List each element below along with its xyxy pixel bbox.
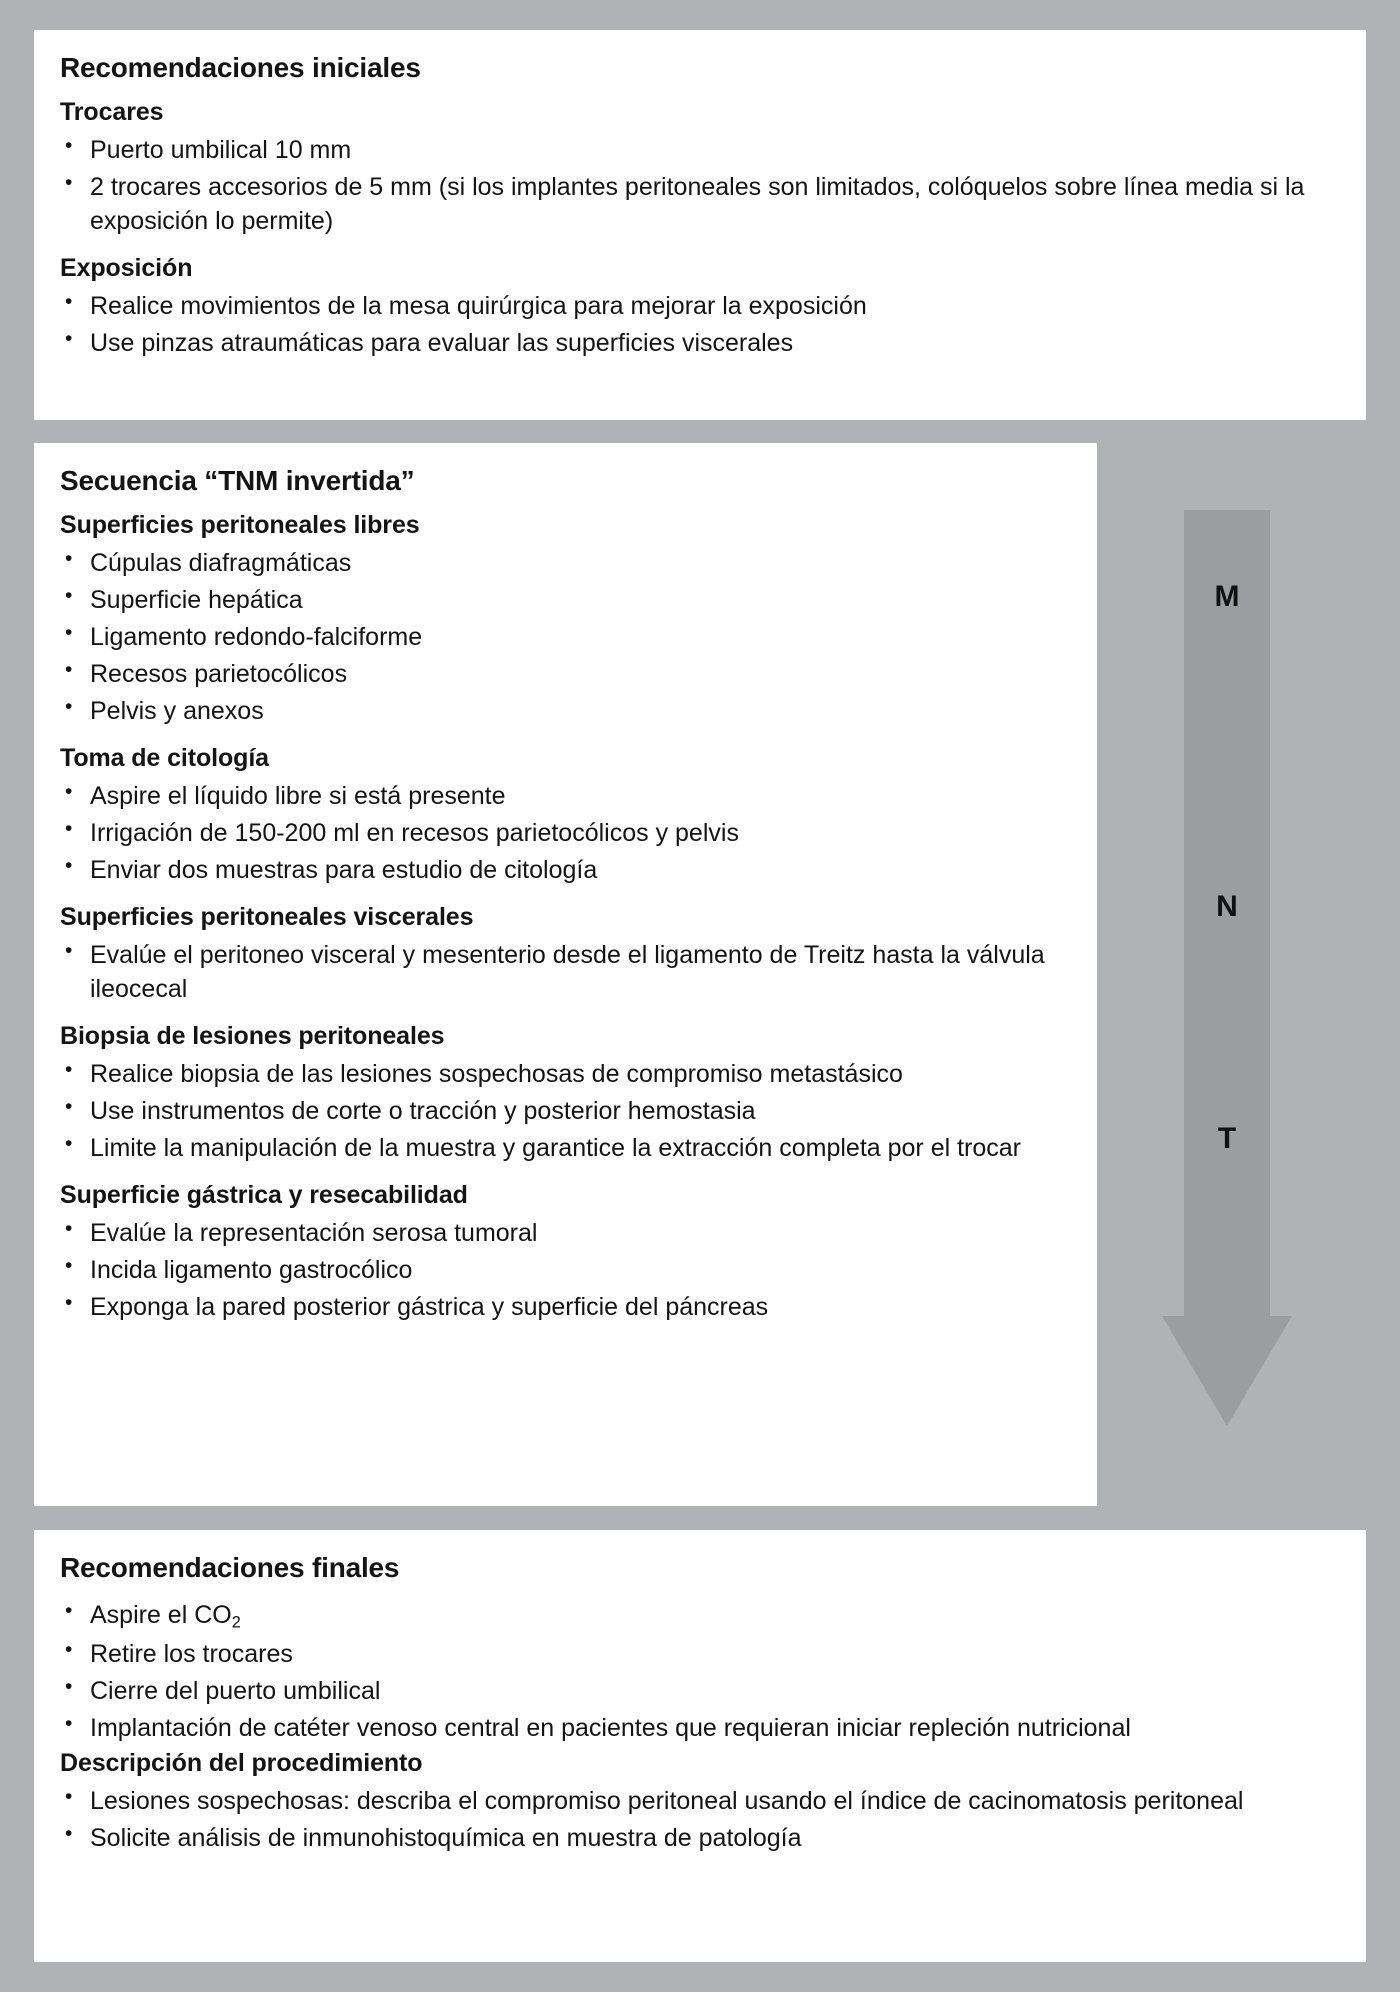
list-superficie-gastrica bbox=[60, 1216, 1071, 1324]
section-heading-exposicion: Exposición bbox=[60, 254, 193, 282]
section-heading-citologia: Toma de citología bbox=[60, 744, 269, 772]
arrow-label-t: T bbox=[1217, 1122, 1237, 1155]
list-item: • Pelvis y anexos bbox=[60, 694, 1071, 728]
list-item bbox=[60, 1598, 1340, 1634]
panel-initial-recommendations bbox=[34, 30, 1366, 420]
list-item: • Realice biopsia de las lesiones sospechosas de compromiso metastásico bbox=[60, 1057, 1071, 1091]
section-heading-superficies-libres: Superficies peritoneales libres bbox=[60, 511, 420, 539]
list-item: • Ligamento redondo-falciforme bbox=[60, 620, 1071, 654]
list-item: • Aspire el líquido libre si está presente bbox=[60, 779, 1071, 813]
arrow-head bbox=[1162, 1316, 1292, 1426]
list-trocares bbox=[60, 133, 1340, 238]
panel-tnm-title: Secuencia “TNM invertida” bbox=[60, 465, 415, 496]
list-exposicion bbox=[60, 289, 1340, 360]
list-superficies-libres bbox=[60, 546, 1071, 728]
list-item: • Exponga la pared posterior gástrica y superficie del páncreas bbox=[60, 1290, 1071, 1324]
list-item: • Cierre del puerto umbilical bbox=[60, 1674, 1340, 1708]
list-final-recommendations bbox=[60, 1598, 1340, 1745]
list-superficies-viscerales bbox=[60, 938, 1071, 1006]
list-citologia bbox=[60, 779, 1071, 887]
panel-final-recommendations bbox=[34, 1530, 1366, 1962]
tnm-down-arrow-icon bbox=[1162, 510, 1292, 1430]
list-item: • 2 trocares accesorios de 5 mm (si los implantes peritoneales son limitados, colóquelos sobre línea media si la exposición lo permite) bbox=[60, 170, 1340, 238]
panel-final-title: Recomendaciones finales bbox=[60, 1552, 400, 1583]
list-item: • Lesiones sospechosas: describa el compromiso peritoneal usando el índice de cacinomatosis peritoneal bbox=[60, 1784, 1340, 1818]
list-item: • Incida ligamento gastrocólico bbox=[60, 1253, 1071, 1287]
arrow-label-m: M bbox=[1214, 580, 1240, 613]
list-item: • Superficie hepática bbox=[60, 583, 1071, 617]
section-heading-superficies-viscerales: Superficies peritoneales viscerales bbox=[60, 903, 474, 931]
list-item: • Solicite análisis de inmunohistoquímica en muestra de patología bbox=[60, 1821, 1340, 1855]
list-item: • Use instrumentos de corte o tracción y posterior hemostasia bbox=[60, 1094, 1071, 1128]
section-heading-biopsia: Biopsia de lesiones peritoneales bbox=[60, 1022, 445, 1050]
list-item: • Evalúe el peritoneo visceral y mesenterio desde el ligamento de Treitz hasta la válvula ileocecal bbox=[60, 938, 1071, 1006]
panel-initial-title: Recomendaciones iniciales bbox=[60, 52, 421, 83]
list-item-text-co2: Aspire el $CO_2$ bbox=[90, 1601, 241, 1632]
list-item: • Use pinzas atraumáticas para evaluar las superficies viscerales bbox=[60, 326, 1340, 360]
list-item: • Cúpulas diafragmáticas bbox=[60, 546, 1071, 580]
list-item: • Evalúe la representación serosa tumoral bbox=[60, 1216, 1071, 1250]
list-item: • Retire los trocares bbox=[60, 1637, 1340, 1671]
list-item: • Irrigación de 150-200 ml en recesos parietocólicos y pelvis bbox=[60, 816, 1071, 850]
section-heading-trocares: Trocares bbox=[60, 98, 164, 126]
panel-tnm-sequence bbox=[34, 443, 1097, 1506]
section-heading-descripcion-procedimiento: Descripción del procedimiento bbox=[60, 1748, 423, 1777]
subscript-2: 2 bbox=[231, 1613, 241, 1632]
list-item: • Realice movimientos de la mesa quirúrgica para mejorar la exposición bbox=[60, 289, 1340, 323]
section-heading-superficie-gastrica: Superficie gástrica y resecabilidad bbox=[60, 1181, 468, 1209]
arrow-label-n: N bbox=[1216, 890, 1238, 923]
list-item: • Enviar dos muestras para estudio de citología bbox=[60, 853, 1071, 887]
list-item: • Limite la manipulación de la muestra y garantice la extracción completa por el trocar bbox=[60, 1131, 1071, 1165]
list-item: • Puerto umbilical 10 mm bbox=[60, 133, 1340, 167]
list-item: • Implantación de catéter venoso central en pacientes que requieran iniciar repleción nutricional bbox=[60, 1711, 1340, 1745]
list-item: • Recesos parietocólicos bbox=[60, 657, 1071, 691]
list-descripcion-procedimiento bbox=[60, 1784, 1340, 1855]
list-biopsia bbox=[60, 1057, 1071, 1165]
